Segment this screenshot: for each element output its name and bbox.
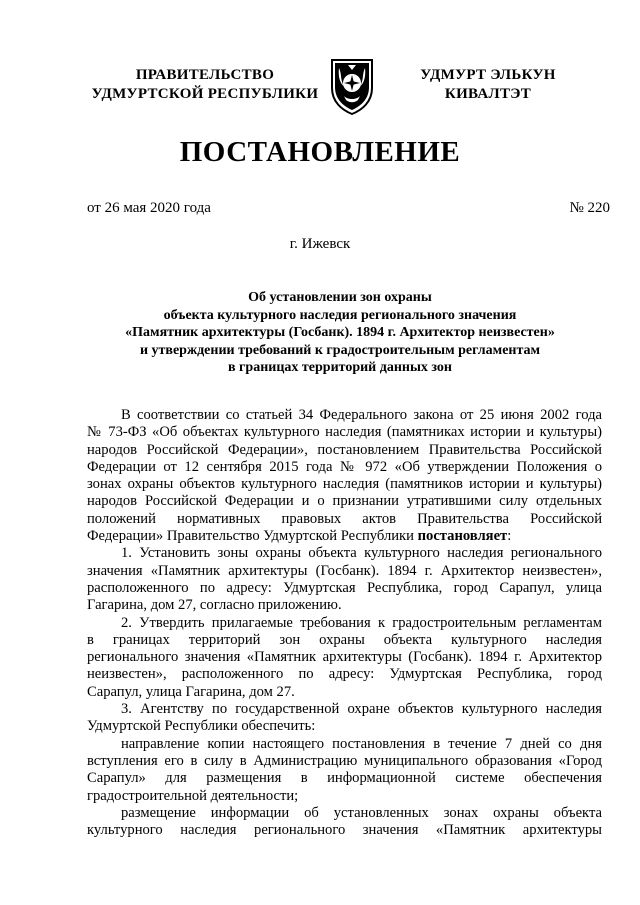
coat-of-arms-icon xyxy=(328,56,376,116)
body-line: В соответствии со статьей 34 Федерального закона от 25 июня 2002 года xyxy=(121,407,602,423)
document-number: № 220 xyxy=(569,200,610,216)
body-line: положений нормативных правовых актов Правительства Российской xyxy=(87,510,602,527)
item3b-line: размещение информации об установленных зонах охраны объекта xyxy=(121,804,602,821)
body-line: Федерации от 12 сентября 2015 года № 972 «Об утверждении Положения о xyxy=(87,458,602,475)
subject-line: в границах территорий данных зон xyxy=(228,360,452,375)
item2-line: неизвестен», расположенного по адресу: Удмуртская Республика, город xyxy=(87,666,602,683)
item3a-line: вступления его в силу в Администрацию муниципального образования «Город xyxy=(87,752,602,769)
document-body xyxy=(87,407,602,839)
item1-line: расположенного по адресу: Удмуртская Республика, город Сарапул, улица xyxy=(87,579,602,596)
item3a-line: градостроительной деятельности; xyxy=(87,787,299,804)
item2-line: Сарапул, улица Гагарина, дом 27. xyxy=(87,683,295,700)
subject-line: Об установлении зон охраны xyxy=(248,290,432,305)
item3b-line: культурного наследия регионального значения «Памятник архитектуры xyxy=(87,822,602,839)
body-line: зонах охраны объектов культурного наследия (памятников истории и культуры) xyxy=(87,476,602,493)
item2-line: 2. Утвердить прилагаемые требования к градостроительным регламентам xyxy=(121,614,602,631)
subject-line: и утверждении требований к градостроительным регламентам xyxy=(139,342,541,358)
item2-line: в границах территорий зон охраны объекта культурного наследия xyxy=(87,631,602,648)
item3a-line: Сарапул» для размещения в информационной системе обеспечения xyxy=(87,770,602,787)
document-title: ПОСТАНОВЛЕНИЕ xyxy=(179,136,461,168)
subject-line: «Памятник архитектуры (Госбанк). 1894 г. Архитектор неизвестен» xyxy=(125,325,555,340)
decree-colon: : xyxy=(507,528,512,545)
header-left-line2: УДМУРТСКОЙ РЕСПУБЛИКИ xyxy=(91,86,319,102)
item1-line: Гагарина, дом 27, согласно приложению. xyxy=(87,597,342,614)
document-date: от 26 мая 2020 года xyxy=(87,200,211,216)
item3-line: 3. Агентству по государственной охране объектов культурного наследия xyxy=(121,701,602,718)
body-line: народов Российской Федерации и о признании утратившими силу отдельных xyxy=(87,493,602,510)
item1-line: значения «Памятник архитектуры (Госбанк). 1894 г. Архитектор неизвестен», xyxy=(87,562,602,579)
header-right-line1: УДМУРТ ЭЛЬКУН xyxy=(420,67,556,83)
item3a-line: направление копии настоящего постановления в течение 7 дней со дня xyxy=(121,735,602,752)
body-line xyxy=(87,528,602,545)
intro-last-text: Федерации» Правительство Удмуртской Республики xyxy=(87,528,418,545)
item1-line: 1. Установить зоны охраны объекта культурного наследия регионального xyxy=(121,545,602,562)
header-left xyxy=(70,66,340,104)
subject-line: объекта культурного наследия регионального значения xyxy=(163,307,517,323)
item3-line: Удмуртской Республики обеспечить: xyxy=(87,718,316,735)
header-right xyxy=(388,66,588,104)
document-subject xyxy=(60,289,620,377)
body-line: народов Российской Федерации», постановлением Правительства Российской xyxy=(87,441,602,458)
header-right-line2: КИВАЛТЭТ xyxy=(444,86,532,102)
header-left-line1: ПРАВИТЕЛЬСТВО xyxy=(135,67,275,83)
body-line: № 73-ФЗ «Об объектах культурного наследия (памятниках истории и культуры) xyxy=(87,424,602,441)
item2-line: регионального значения «Памятник архитектуры (Госбанк). 1894 г. Архитектор xyxy=(87,649,602,666)
document-city: г. Ижевск xyxy=(289,236,351,252)
decree-keyword: постановляет xyxy=(417,528,508,545)
